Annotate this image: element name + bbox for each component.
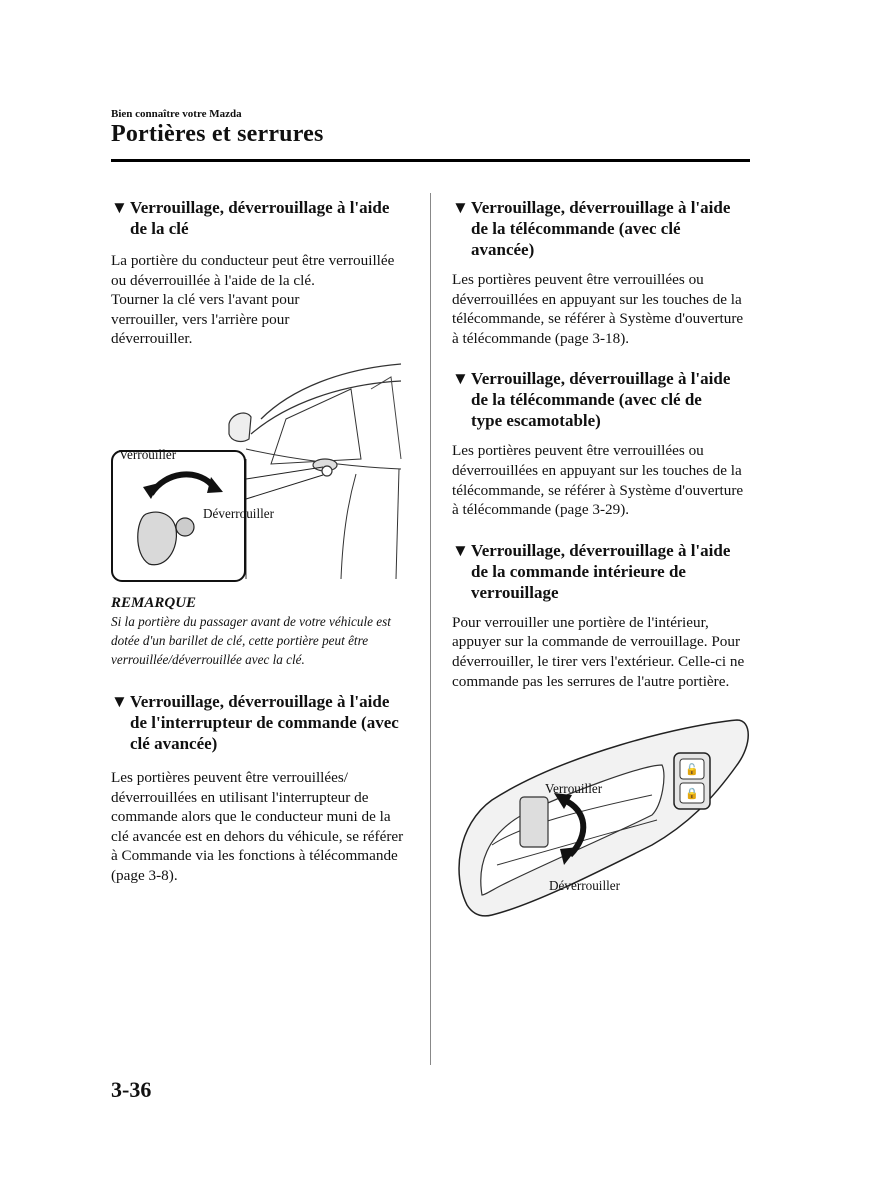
heading-text: Verrouillage, déverrouillage à l'aide de la télécommande (avec clé avancée) <box>471 198 731 259</box>
section-heading <box>452 540 751 603</box>
heading-text: Verrouillage, déverrouillage à l'aide de la commande intérieure de verrouillage <box>471 540 731 602</box>
lock-label: Verrouiller <box>545 781 603 797</box>
remark-block <box>111 595 401 669</box>
unlock-label: Déverrouiller <box>549 878 621 894</box>
triangle-marker-icon: ▼ <box>111 691 128 711</box>
heading-text: Verrouillage, déverrouillage à l'aide de l'interrupteur de commande (avec clé avancée) <box>130 691 399 753</box>
remark-text: Si la portière du passager avant de votre véhicule est dotée d'un barillet de clé, cette portière peut être verrouillée/déverrouillée avec la clé. <box>111 613 391 667</box>
section-heading <box>452 368 736 431</box>
left-column <box>111 197 411 886</box>
section-interior-lock <box>452 540 752 691</box>
triangle-marker-icon: ▼ <box>452 540 469 560</box>
paragraph: Les portières peuvent être verrouillées ou déverrouillées en appuyant sur les touches de la télécommande, se référer à Système d'ouverture à télécommande (page 3-18). <box>452 271 744 347</box>
paragraph: Les portières peuvent être verrouillées/ déverrouillées en utilisant l'interrupteur de commande alors que le conducteur muni de la clé avancée est en dehors du véhicule, se référer à Commande via les fonctions à télécommande (page 3-8). <box>111 768 404 884</box>
svg-text:🔓: 🔓 <box>685 763 699 777</box>
car-door-illustration <box>111 359 411 589</box>
key-lock-figure <box>111 359 411 589</box>
heading-text: Verrouillage, déverrouillage à l'aide de la télécommande (avec clé de type escamotable) <box>471 369 731 431</box>
page-title: Portières et serrures <box>111 121 324 147</box>
section-heading <box>111 691 400 754</box>
section-name: Bien connaître votre Mazda <box>111 108 242 120</box>
remark-title: REMARQUE <box>111 594 197 611</box>
section-control-switch <box>111 691 411 886</box>
header-rule <box>111 159 750 162</box>
interior-lock-figure <box>452 715 752 920</box>
page-number: 3-36 <box>111 1077 152 1102</box>
paragraph: Tourner la clé vers l'avant pour verrouiller, vers l'arrière pour déverrouiller. <box>111 291 300 348</box>
column-divider <box>430 193 431 1065</box>
section-remote-retractable <box>452 368 752 519</box>
heading-text: Verrouillage, déverrouillage à l'aide de la clé <box>130 198 390 238</box>
triangle-marker-icon: ▼ <box>452 198 469 217</box>
unlock-label: Déverrouiller <box>203 505 275 521</box>
triangle-marker-icon: ▼ <box>452 369 469 389</box>
section-heading <box>452 197 736 260</box>
paragraph: La portière du conducteur peut être verrouillée ou déverrouillée à l'aide de la clé. <box>111 252 395 289</box>
section-remote-advanced <box>452 197 752 348</box>
section-heading <box>111 197 400 239</box>
paragraph: Les portières peuvent être verrouillées ou déverrouillées en appuyant sur les touches de la télécommande, se référer à Système d'ouverture à télécommande (page 3-29). <box>452 442 744 519</box>
triangle-marker-icon: ▼ <box>111 198 128 217</box>
paragraph: Pour verrouiller une portière de l'intérieur, appuyer sur la commande de verrouillage. Pour déverrouiller, le tirer vers l'extérieur. Celle-ci ne commande pas les serrures de l'autre portière. <box>452 613 745 690</box>
svg-text:🔒: 🔒 <box>685 787 699 801</box>
right-column <box>452 197 752 920</box>
lock-label: Verrouiller <box>119 446 177 462</box>
section-key-lock <box>111 197 411 349</box>
